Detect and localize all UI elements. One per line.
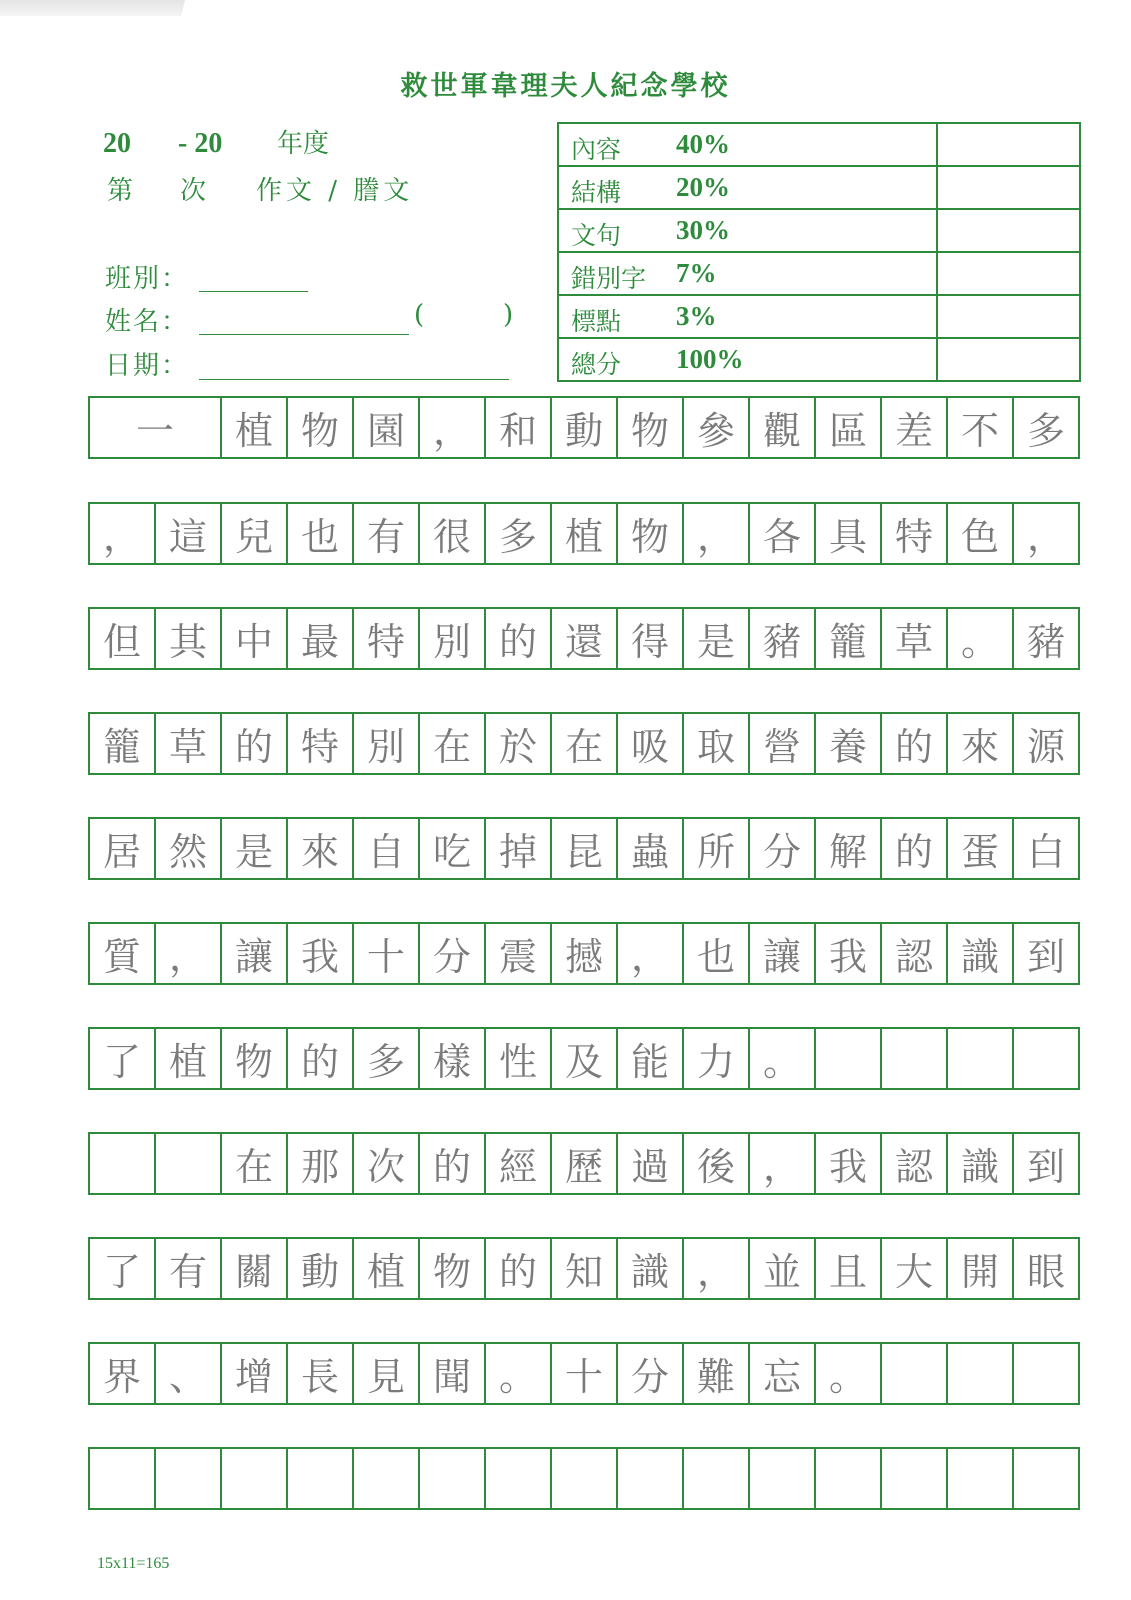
writing-cell[interactable]: 解 (816, 819, 882, 878)
score-criterion (558, 252, 937, 295)
year-end: - 20 (178, 128, 223, 159)
writing-cell[interactable] (156, 1449, 222, 1508)
score-criterion (558, 123, 937, 166)
writing-cell[interactable]: 增 (222, 1344, 288, 1403)
writing-cell[interactable]: 還 (552, 609, 618, 668)
writing-cell[interactable]: 識 (948, 1134, 1014, 1193)
criterion-weight: 30% (676, 215, 730, 245)
writing-cell[interactable]: 力 (684, 1029, 750, 1088)
writing-cell[interactable] (684, 1449, 750, 1508)
writing-cell[interactable]: 在 (420, 714, 486, 773)
writing-cell[interactable]: 最 (288, 609, 354, 668)
writing-cell[interactable] (90, 1449, 156, 1508)
writing-cell[interactable]: 是 (684, 609, 750, 668)
page-corner-fold (0, 0, 185, 16)
writing-cell[interactable]: 歷 (552, 1134, 618, 1193)
writing-cell[interactable]: 識 (618, 1239, 684, 1298)
writing-cell[interactable]: 的 (882, 819, 948, 878)
writing-cell[interactable]: 並 (750, 1239, 816, 1298)
name-paren-close: ) (503, 300, 514, 330)
writing-cell[interactable]: 樣 (420, 1029, 486, 1088)
criterion-name: 內容 (571, 135, 622, 164)
year-label: 年度 (277, 129, 330, 159)
writing-cell[interactable]: ， (420, 398, 486, 457)
criterion-name: 標點 (571, 307, 622, 336)
writing-cell[interactable]: 蛋 (948, 819, 1014, 878)
writing-cell[interactable]: 但 (90, 609, 156, 668)
writing-cell[interactable]: 特 (354, 609, 420, 668)
writing-cell[interactable] (354, 1449, 420, 1508)
writing-cell[interactable]: 所 (684, 819, 750, 878)
writing-cell[interactable]: 豬 (1014, 609, 1080, 668)
criterion-weight: 100% (676, 344, 744, 374)
score-row (558, 123, 1080, 166)
writing-cell[interactable] (948, 1029, 1014, 1088)
score-row (558, 209, 1080, 252)
writing-cell[interactable]: 居 (90, 819, 156, 878)
writing-cell[interactable]: 的 (486, 609, 552, 668)
writing-cell[interactable]: 掉 (486, 819, 552, 878)
writing-cell[interactable]: 過 (618, 1134, 684, 1193)
writing-cell[interactable] (882, 1029, 948, 1088)
writing-cell[interactable]: 得 (618, 609, 684, 668)
writing-cell[interactable] (156, 1134, 222, 1193)
writing-row (88, 817, 1080, 880)
writing-cell[interactable]: 眼 (1014, 1239, 1080, 1298)
criterion-name: 文句 (571, 221, 622, 250)
writing-cell[interactable]: 我 (816, 924, 882, 983)
score-criterion (558, 295, 937, 338)
class-field[interactable] (199, 291, 308, 292)
writing-cell[interactable]: 那 (288, 1134, 354, 1193)
year-start: 20 (103, 128, 131, 159)
writing-cell[interactable]: 動 (552, 398, 618, 457)
criterion-weight: 7% (676, 258, 717, 288)
writing-cell[interactable] (486, 1449, 552, 1508)
score-row (558, 338, 1080, 381)
writing-cell[interactable] (90, 1134, 156, 1193)
criterion-weight: 20% (676, 172, 730, 202)
school-title: 救世軍韋理夫人紀念學校 (400, 71, 731, 102)
writing-cell[interactable]: 豬 (750, 609, 816, 668)
writing-cell[interactable]: ， (156, 924, 222, 983)
writing-cell[interactable]: ， (684, 504, 750, 563)
writing-cell[interactable]: 草 (156, 714, 222, 773)
writing-cell[interactable]: 物 (222, 1029, 288, 1088)
writing-cell[interactable]: 開 (948, 1239, 1014, 1298)
writing-cell[interactable]: 一 (90, 398, 222, 457)
writing-cell[interactable]: 我 (816, 1134, 882, 1193)
writing-cell[interactable]: 。 (948, 609, 1014, 668)
writing-row (88, 1342, 1080, 1405)
score-row (558, 252, 1080, 295)
writing-cell[interactable]: 分 (420, 924, 486, 983)
writing-cell[interactable] (882, 1449, 948, 1508)
writing-cell[interactable]: 養 (816, 714, 882, 773)
writing-cell[interactable]: 關 (222, 1239, 288, 1298)
writing-cell[interactable]: 蟲 (618, 819, 684, 878)
writing-cell[interactable]: 忘 (750, 1344, 816, 1403)
writing-cell[interactable] (816, 1029, 882, 1088)
writing-cell[interactable]: 參 (684, 398, 750, 457)
writing-cell[interactable]: 讓 (750, 924, 816, 983)
writing-cell[interactable]: 性 (486, 1029, 552, 1088)
writing-cell[interactable]: 植 (156, 1029, 222, 1088)
writing-cell[interactable]: ， (1014, 504, 1080, 563)
writing-cell[interactable]: 和 (486, 398, 552, 457)
writing-cell[interactable]: ， (618, 924, 684, 983)
writing-cell[interactable]: 了 (90, 1029, 156, 1088)
writing-cell[interactable]: 在 (552, 714, 618, 773)
writing-cell[interactable] (222, 1449, 288, 1508)
writing-row (88, 922, 1080, 985)
writing-cell[interactable]: 的 (222, 714, 288, 773)
type-label: 作文 / 謄文 (256, 176, 414, 206)
writing-cell[interactable]: 物 (618, 398, 684, 457)
writing-cell[interactable]: 植 (222, 398, 288, 457)
score-value-cell[interactable] (937, 338, 1080, 381)
writing-cell[interactable]: 難 (684, 1344, 750, 1403)
writing-cell[interactable]: 界 (90, 1344, 156, 1403)
writing-cell[interactable]: 草 (882, 609, 948, 668)
score-criterion (558, 338, 937, 381)
writing-cell[interactable]: 有 (354, 504, 420, 563)
writing-cell[interactable]: 經 (486, 1134, 552, 1193)
writing-row (88, 396, 1080, 459)
writing-cell[interactable]: 別 (354, 714, 420, 773)
writing-cell[interactable]: 兒 (222, 504, 288, 563)
writing-cell[interactable] (552, 1449, 618, 1508)
writing-cell[interactable]: 多 (486, 504, 552, 563)
score-table (557, 122, 1081, 382)
writing-cell[interactable]: 多 (354, 1029, 420, 1088)
writing-cell[interactable] (288, 1449, 354, 1508)
writing-cell[interactable]: 吸 (618, 714, 684, 773)
writing-cell[interactable]: 營 (750, 714, 816, 773)
writing-row (88, 502, 1080, 565)
score-value-cell[interactable] (937, 123, 1080, 166)
writing-cell[interactable]: 植 (354, 1239, 420, 1298)
writing-cell[interactable]: 是 (222, 819, 288, 878)
score-value-cell[interactable] (937, 295, 1080, 338)
writing-row (88, 1237, 1080, 1300)
writing-cell[interactable] (618, 1449, 684, 1508)
writing-cell[interactable]: 分 (618, 1344, 684, 1403)
writing-cell[interactable]: 自 (354, 819, 420, 878)
writing-cell[interactable]: 。 (486, 1344, 552, 1403)
writing-cell[interactable]: 然 (156, 819, 222, 878)
criterion-name: 總分 (571, 350, 622, 379)
grid-size-note: 15x11=165 (97, 1555, 170, 1572)
writing-cell[interactable]: 大 (882, 1239, 948, 1298)
writing-row (88, 1447, 1080, 1510)
writing-cell[interactable]: 十 (552, 1344, 618, 1403)
writing-cell[interactable]: 。 (816, 1344, 882, 1403)
writing-cell[interactable]: 震 (486, 924, 552, 983)
writing-cell[interactable]: ， (90, 504, 156, 563)
writing-cell[interactable]: 後 (684, 1134, 750, 1193)
criterion-name: 錯別字 (571, 264, 647, 293)
writing-cell[interactable]: 了 (90, 1239, 156, 1298)
writing-cell[interactable]: 也 (288, 504, 354, 563)
writing-cell[interactable]: 來 (948, 714, 1014, 773)
writing-cell[interactable]: 特 (882, 504, 948, 563)
score-value-cell[interactable] (937, 252, 1080, 295)
writing-cell[interactable]: 籠 (90, 714, 156, 773)
name-paren-open: ( (414, 300, 425, 330)
writing-cell[interactable]: 籠 (816, 609, 882, 668)
writing-cell[interactable]: 別 (420, 609, 486, 668)
writing-cell[interactable]: 不 (948, 398, 1014, 457)
writing-cell[interactable]: 的 (288, 1029, 354, 1088)
writing-cell[interactable]: 次 (354, 1134, 420, 1193)
writing-cell[interactable] (816, 1449, 882, 1508)
writing-cell[interactable]: 多 (1014, 398, 1080, 457)
writing-cell[interactable]: 能 (618, 1029, 684, 1088)
score-criterion (558, 166, 937, 209)
writing-cell[interactable]: 物 (288, 398, 354, 457)
writing-cell[interactable]: 園 (354, 398, 420, 457)
writing-cell[interactable] (750, 1449, 816, 1508)
writing-row (88, 1132, 1080, 1195)
writing-cell[interactable]: 差 (882, 398, 948, 457)
writing-cell[interactable]: 色 (948, 504, 1014, 563)
writing-cell[interactable]: 、 (156, 1344, 222, 1403)
writing-cell[interactable]: 到 (1014, 924, 1080, 983)
writing-cell[interactable]: 其 (156, 609, 222, 668)
writing-cell[interactable] (1014, 1344, 1080, 1403)
criterion-weight: 3% (676, 301, 717, 331)
writing-row (88, 712, 1080, 775)
writing-cell[interactable]: 很 (420, 504, 486, 563)
writing-cell[interactable]: 認 (882, 924, 948, 983)
score-value-cell[interactable] (937, 166, 1080, 209)
writing-cell[interactable]: 的 (882, 714, 948, 773)
name-label: 姓名： (105, 307, 190, 337)
writing-cell[interactable]: 。 (750, 1029, 816, 1088)
writing-cell[interactable]: 各 (750, 504, 816, 563)
score-row (558, 166, 1080, 209)
writing-cell[interactable]: 在 (222, 1134, 288, 1193)
writing-cell[interactable]: 中 (222, 609, 288, 668)
writing-cell[interactable]: 源 (1014, 714, 1080, 773)
writing-cell[interactable] (948, 1344, 1014, 1403)
writing-cell[interactable]: 讓 (222, 924, 288, 983)
writing-row (88, 607, 1080, 670)
writing-cell[interactable]: 識 (948, 924, 1014, 983)
writing-cell[interactable]: 且 (816, 1239, 882, 1298)
class-label: 班別： (105, 264, 190, 294)
score-criterion (558, 209, 937, 252)
writing-cell[interactable]: 十 (354, 924, 420, 983)
name-field[interactable] (199, 334, 409, 335)
writing-cell[interactable]: 物 (420, 1239, 486, 1298)
writing-cell[interactable]: 這 (156, 504, 222, 563)
writing-cell[interactable] (882, 1344, 948, 1403)
writing-cell[interactable] (420, 1449, 486, 1508)
score-value-cell[interactable] (937, 209, 1080, 252)
writing-cell[interactable]: 特 (288, 714, 354, 773)
writing-cell[interactable]: 觀 (750, 398, 816, 457)
writing-cell[interactable]: 撼 (552, 924, 618, 983)
writing-cell[interactable]: 認 (882, 1134, 948, 1193)
writing-cell[interactable]: 取 (684, 714, 750, 773)
writing-cell[interactable]: 見 (354, 1344, 420, 1403)
writing-cell[interactable]: 也 (684, 924, 750, 983)
writing-row (88, 1027, 1080, 1090)
writing-cell[interactable]: 來 (288, 819, 354, 878)
writing-cell[interactable]: 聞 (420, 1344, 486, 1403)
writing-cell[interactable]: ， (750, 1134, 816, 1193)
writing-cell[interactable]: 到 (1014, 1134, 1080, 1193)
writing-cell[interactable]: ， (684, 1239, 750, 1298)
writing-cell[interactable]: 區 (816, 398, 882, 457)
criterion-name: 結構 (571, 178, 622, 207)
writing-cell[interactable]: 的 (486, 1239, 552, 1298)
writing-cell[interactable]: 長 (288, 1344, 354, 1403)
writing-cell[interactable] (1014, 1029, 1080, 1088)
writing-cell[interactable]: 於 (486, 714, 552, 773)
criterion-weight: 40% (676, 129, 730, 159)
writing-cell[interactable]: 的 (420, 1134, 486, 1193)
writing-cell[interactable]: 動 (288, 1239, 354, 1298)
score-row (558, 295, 1080, 338)
order-suffix: 次 (180, 176, 207, 206)
writing-cell[interactable]: 昆 (552, 819, 618, 878)
writing-cell[interactable]: 及 (552, 1029, 618, 1088)
date-label: 日期： (105, 351, 190, 381)
writing-cell[interactable]: 質 (90, 924, 156, 983)
writing-cell[interactable] (948, 1449, 1014, 1508)
writing-cell[interactable]: 分 (750, 819, 816, 878)
writing-cell[interactable]: 我 (288, 924, 354, 983)
date-field[interactable] (199, 379, 509, 380)
writing-cell[interactable]: 知 (552, 1239, 618, 1298)
writing-cell[interactable]: 植 (552, 504, 618, 563)
writing-cell[interactable]: 吃 (420, 819, 486, 878)
writing-cell[interactable]: 物 (618, 504, 684, 563)
writing-cell[interactable]: 有 (156, 1239, 222, 1298)
writing-cell[interactable] (1014, 1449, 1080, 1508)
writing-cell[interactable]: 具 (816, 504, 882, 563)
writing-cell[interactable]: 白 (1014, 819, 1080, 878)
order-prefix: 第 (107, 176, 134, 206)
